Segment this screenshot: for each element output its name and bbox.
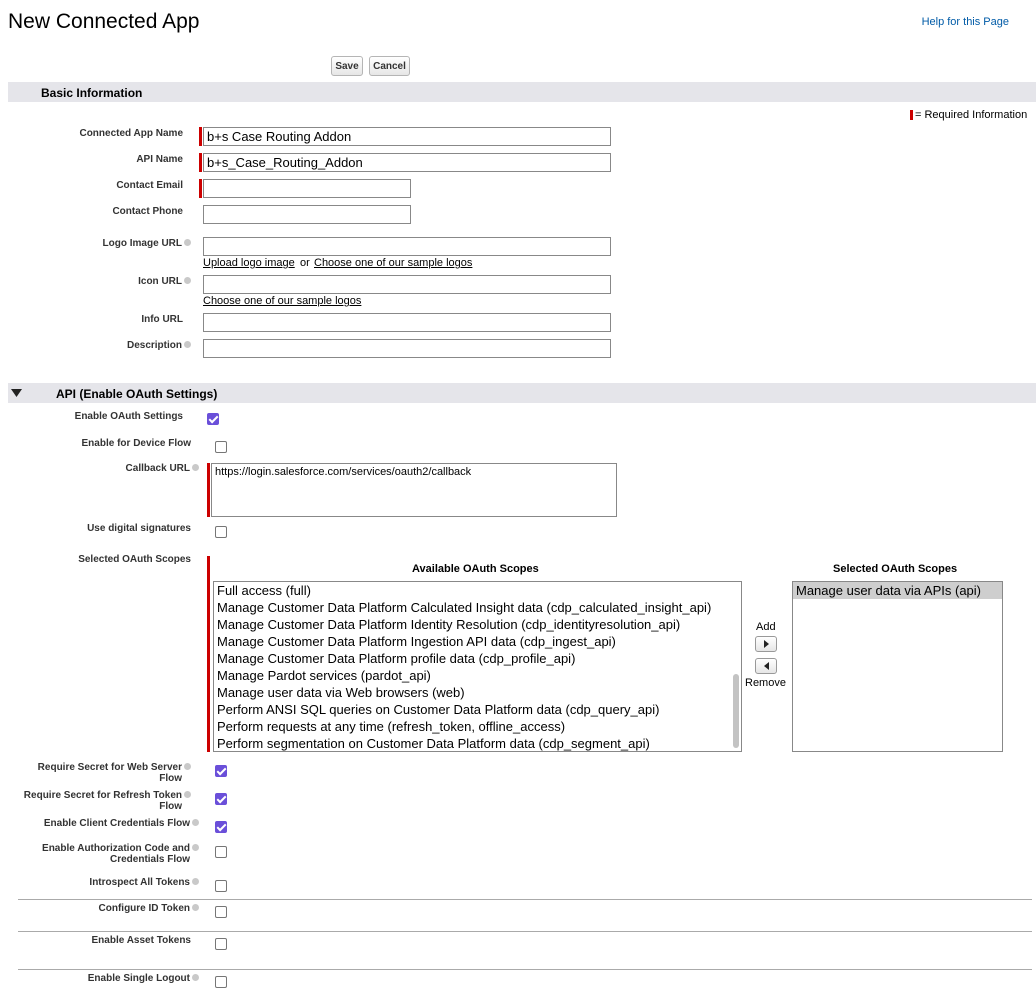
contact-phone-label: Contact Phone <box>112 206 183 217</box>
enable-oauth-label: Enable OAuth Settings <box>74 411 183 422</box>
or-text: or <box>300 257 310 269</box>
required-indicator <box>207 463 210 517</box>
basic-info-title: Basic Information <box>41 86 143 100</box>
contact-email-input[interactable] <box>203 179 411 198</box>
single-logout-label: Enable Single Logout <box>88 973 199 984</box>
contact-phone-input[interactable] <box>203 205 411 224</box>
logo-url-label: Logo Image URL <box>103 238 191 249</box>
digital-signatures-label: Use digital signatures <box>87 523 191 534</box>
help-icon[interactable] <box>192 878 199 885</box>
asset-tokens-checkbox[interactable] <box>215 938 227 950</box>
available-scope-option[interactable]: Manage Customer Data Platform Calculated Insight data (cdp_calculated_insight_api) <box>217 600 712 615</box>
page-title: New Connected App <box>8 10 200 33</box>
help-icon[interactable] <box>184 763 191 770</box>
introspect-tokens-checkbox[interactable] <box>215 880 227 892</box>
required-indicator <box>199 153 202 172</box>
secret-refresh-token-checkbox[interactable] <box>215 793 227 805</box>
secret-web-server-label: Require Secret for Web Server Flow <box>38 762 191 784</box>
available-scope-option[interactable]: Manage user data via Web browsers (web) <box>217 685 465 700</box>
id-token-checkbox[interactable] <box>215 906 227 918</box>
description-label: Description <box>127 340 191 351</box>
api-section-title: API (Enable OAuth Settings) <box>56 387 218 401</box>
api-name-label: API Name <box>136 154 183 165</box>
selected-scopes-header: Selected OAuth Scopes <box>833 563 958 575</box>
remove-label: Remove <box>745 677 786 689</box>
selected-scope-option[interactable]: Manage user data via APIs (api) <box>793 582 1002 599</box>
collapse-triangle-icon[interactable] <box>11 389 22 398</box>
divider <box>18 969 1032 970</box>
required-indicator <box>199 127 202 146</box>
available-scope-option[interactable]: Perform ANSI SQL queries on Customer Data Platform data (cdp_query_api) <box>217 702 660 717</box>
available-scope-option[interactable]: Perform requests at any time (refresh_token, offline_access) <box>217 719 566 734</box>
enable-oauth-checkbox[interactable] <box>207 413 219 425</box>
icon-url-input[interactable] <box>203 275 611 294</box>
client-credentials-label: Enable Client Credentials Flow <box>44 818 199 829</box>
help-icon[interactable] <box>192 844 199 851</box>
callback-url-textarea[interactable]: https://login.salesforce.com/services/oauth2/callback <box>211 463 617 517</box>
single-logout-checkbox[interactable] <box>215 976 227 988</box>
remove-button[interactable] <box>755 658 777 674</box>
arrow-left-icon <box>756 659 776 673</box>
asset-tokens-label: Enable Asset Tokens <box>91 935 191 946</box>
available-scope-option[interactable]: Manage Customer Data Platform Ingestion API data (cdp_ingest_api) <box>217 634 616 649</box>
help-icon[interactable] <box>192 974 199 981</box>
device-flow-checkbox[interactable] <box>215 441 227 453</box>
arrow-right-icon <box>756 637 776 651</box>
auth-code-flow-label: Enable Authorization Code and Credentials Flow <box>42 843 199 865</box>
divider <box>18 931 1032 932</box>
callback-url-label: Callback URL <box>126 463 199 474</box>
icon-url-label: Icon URL <box>138 276 191 287</box>
contact-email-label: Contact Email <box>116 180 183 191</box>
help-icon[interactable] <box>184 239 191 246</box>
info-url-label: Info URL <box>141 314 183 325</box>
description-input[interactable] <box>203 339 611 358</box>
scrollbar-thumb[interactable] <box>733 674 739 748</box>
help-icon[interactable] <box>192 819 199 826</box>
basic-info-section-bar <box>8 82 1036 102</box>
digital-signatures-checkbox[interactable] <box>215 526 227 538</box>
connected-app-name-label: Connected App Name <box>79 128 183 139</box>
save-button[interactable]: Save <box>331 56 363 76</box>
help-icon[interactable] <box>192 464 199 471</box>
help-icon[interactable] <box>192 904 199 911</box>
icon-sample-logos-link[interactable]: Choose one of our sample logos <box>203 295 362 307</box>
oauth-scopes-label: Selected OAuth Scopes <box>78 554 191 565</box>
add-button[interactable] <box>755 636 777 652</box>
client-credentials-checkbox[interactable] <box>215 821 227 833</box>
upload-logo-link[interactable]: Upload logo image <box>203 257 295 269</box>
api-name-input[interactable]: b+s_Case_Routing_Addon <box>203 153 611 172</box>
available-scope-option[interactable]: Full access (full) <box>217 583 311 598</box>
help-link[interactable]: Help for this Page <box>921 16 1009 28</box>
help-icon[interactable] <box>184 277 191 284</box>
help-icon[interactable] <box>184 341 191 348</box>
available-scopes-list[interactable] <box>213 581 742 752</box>
required-legend: = Required Information <box>915 109 1028 121</box>
available-scopes-header: Available OAuth Scopes <box>412 563 539 575</box>
add-label: Add <box>756 621 776 633</box>
available-scope-option[interactable]: Perform segmentation on Customer Data Platform data (cdp_segment_api) <box>217 736 650 751</box>
logo-url-input[interactable] <box>203 237 611 256</box>
connected-app-name-input[interactable]: b+s Case Routing Addon <box>203 127 611 146</box>
cancel-button[interactable]: Cancel <box>369 56 410 76</box>
introspect-tokens-label: Introspect All Tokens <box>89 877 199 888</box>
secret-web-server-checkbox[interactable] <box>215 765 227 777</box>
help-icon[interactable] <box>184 791 191 798</box>
id-token-label: Configure ID Token <box>99 903 199 914</box>
sample-logos-link[interactable]: Choose one of our sample logos <box>314 257 473 269</box>
required-indicator <box>199 179 202 198</box>
secret-refresh-token-label: Require Secret for Refresh Token Flow <box>24 790 191 812</box>
device-flow-label: Enable for Device Flow <box>81 438 191 449</box>
available-scope-option[interactable]: Manage Customer Data Platform profile data (cdp_profile_api) <box>217 651 576 666</box>
auth-code-flow-checkbox[interactable] <box>215 846 227 858</box>
required-indicator <box>207 556 210 752</box>
available-scope-option[interactable]: Manage Pardot services (pardot_api) <box>217 668 431 683</box>
info-url-input[interactable] <box>203 313 611 332</box>
selected-scopes-list[interactable] <box>792 581 1003 752</box>
required-indicator <box>910 110 913 120</box>
divider <box>18 899 1032 900</box>
available-scope-option[interactable]: Manage Customer Data Platform Identity Resolution (cdp_identityresolution_api) <box>217 617 681 632</box>
